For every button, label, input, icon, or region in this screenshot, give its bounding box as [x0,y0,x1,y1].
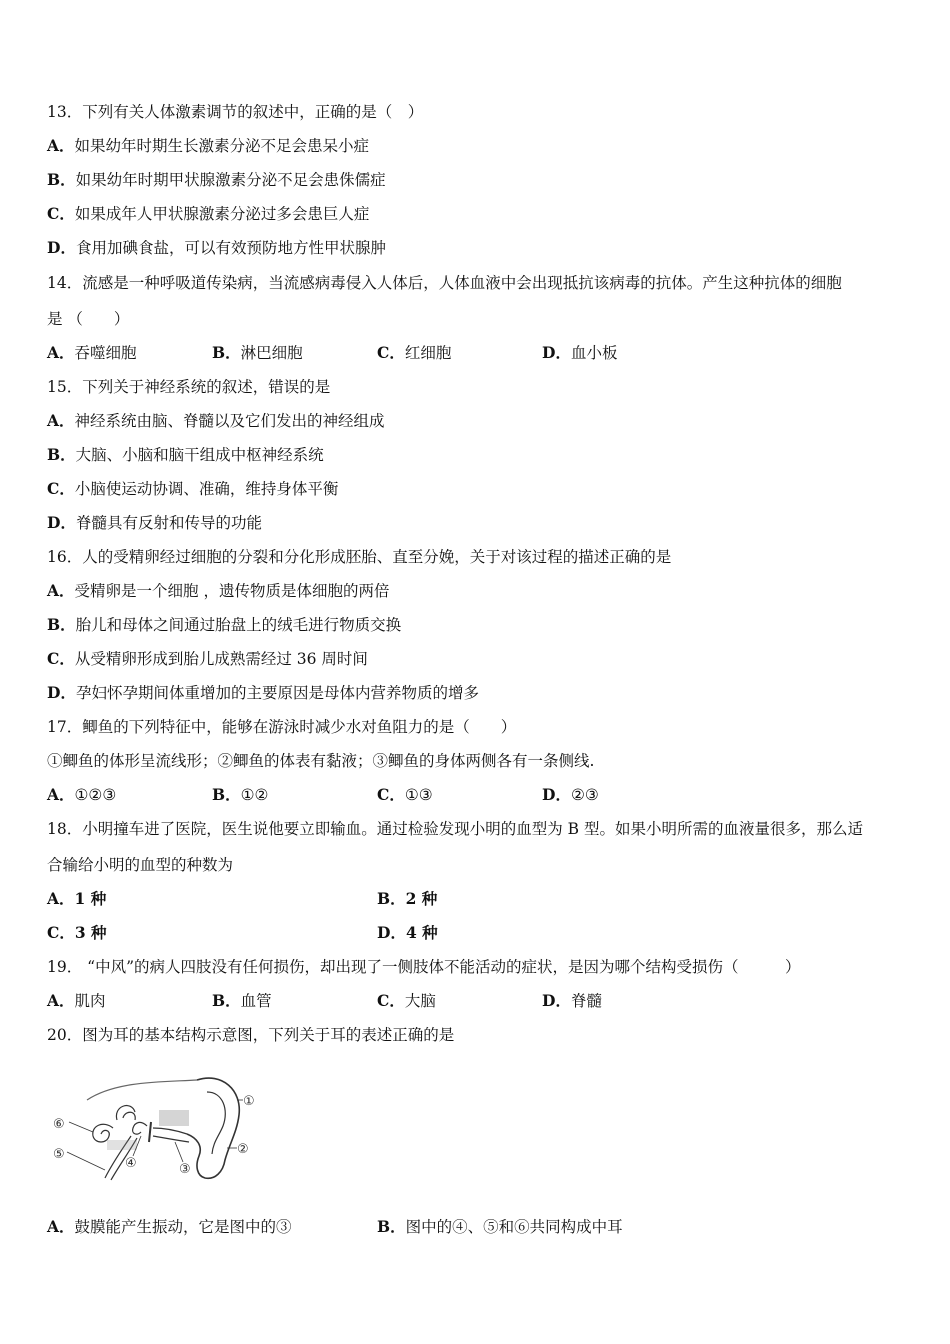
option-label: C． [377,785,405,804]
option-text: ②③ [570,786,599,804]
option-text: 血小板 [570,344,618,362]
option-label: D． [542,343,571,362]
question-16-option-c[interactable] [47,649,368,669]
option-text: 受精卵是一个细胞 ，遗传物质是体细胞的两倍 [74,582,390,600]
label-line-6 [69,1122,93,1132]
option-text: 4 种 [405,923,438,942]
question-text: 人的受精卵经过细胞的分裂和分化形成胚胎、直至分娩，关于对该过程的描述正确的是 [82,548,672,566]
question-17-option-d[interactable] [542,785,599,805]
option-text: 如果幼年时期生长激素分泌不足会患呆小症 [74,137,370,155]
option-text: 吞噬细胞 [74,344,137,362]
figure-label-1: ① [243,1094,255,1109]
label-line-3 [175,1142,183,1162]
option-label: D． [542,785,571,804]
option-text: 淋巴细胞 [240,344,303,362]
question-17-stem-continued: ①鲫鱼的体形呈流线形；②鲫鱼的体表有黏液；③鲫鱼的身体两侧各有一条侧线. [47,752,595,770]
ossicles [133,1122,147,1134]
question-number: 15． [47,378,83,396]
option-text: 脊髓 [570,992,602,1010]
option-text: 大脑 [404,992,436,1010]
option-label: B． [47,445,76,464]
figure-label-5: ⑤ [53,1147,65,1162]
option-label: A． [47,581,75,600]
option-label: B． [377,889,406,908]
option-text: 1 种 [74,889,107,908]
question-14-stem [47,273,842,293]
question-15-option-c[interactable] [47,479,338,499]
question-15-stem [47,377,330,397]
figure-label-6: ⑥ [53,1117,65,1132]
option-text: ①③ [404,786,433,804]
question-text: 图为耳的基本结构示意图，下列关于耳的表述正确的是 [82,1026,455,1044]
option-text: 如果幼年时期甲状腺激素分泌不足会患侏儒症 [75,171,386,189]
option-text: 3 种 [74,923,107,942]
question-13-option-d[interactable] [47,238,386,258]
label-line-5 [67,1152,105,1170]
auricle-inner-fold [207,1092,225,1154]
option-label: C． [47,479,75,498]
semicircular-canals [116,1106,135,1120]
question-text: 下列有关人体激素调节的叙述中，正确的是（ ） [82,103,424,121]
question-20-option-b[interactable] [377,1217,623,1237]
question-14-option-b[interactable] [212,343,303,363]
question-13-option-c[interactable] [47,204,369,224]
figure-label-3: ③ [179,1162,191,1177]
question-text: “中风”的病人四肢没有任何损伤，却出现了一侧肢体不能活动的症状，是因为哪个结构受损伤（ ） [82,958,801,976]
question-17-option-b[interactable] [212,785,268,805]
option-text: 从受精卵形成到胎儿成熟需经过 36 周时间 [74,650,368,668]
option-label: B． [47,615,76,634]
question-18-option-b[interactable] [377,889,437,909]
option-label: B． [377,1217,406,1236]
question-14-option-c[interactable] [377,343,451,363]
skull-outline [87,1080,197,1100]
option-text: 2 种 [405,889,438,908]
option-text: 肌肉 [74,992,106,1010]
option-label: A． [47,889,75,908]
option-label: C． [377,343,405,362]
option-label: C． [47,649,75,668]
question-number: 13． [47,103,83,121]
eardrum [149,1122,151,1142]
option-text: 孕妇怀孕期间体重增加的主要原因是母体内营养物质的增多 [75,684,479,702]
option-label: A． [47,343,75,362]
option-label: D． [542,991,571,1010]
question-number: 17． [47,718,83,736]
question-15-option-b[interactable] [47,445,324,465]
option-text: 胎儿和母体之间通过胎盘上的绒毛进行物质交换 [75,616,402,634]
question-19-stem [47,957,801,977]
question-18-option-d[interactable] [377,923,438,943]
option-text: 脊髓具有反射和传导的功能 [75,514,262,532]
question-14-option-a[interactable] [47,343,137,363]
question-16-option-d[interactable] [47,683,479,703]
option-label: D． [377,923,406,942]
ear-structure-diagram [47,1070,262,1188]
cochlea [93,1124,113,1142]
option-text: 食用加碘食盐，可以有效预防地方性甲状腺肿 [75,239,386,257]
option-label: C． [47,204,75,223]
option-label: B． [212,991,241,1010]
question-number: 20． [47,1026,83,1044]
question-number: 16． [47,548,83,566]
option-text: 红细胞 [404,344,452,362]
option-text: 鼓膜能产生振动，它是图中的③ [74,1218,292,1236]
option-label: C． [377,991,405,1010]
question-18-option-a[interactable] [47,889,106,909]
option-label: B． [47,170,76,189]
option-label: D． [47,683,76,702]
option-label: B． [212,343,241,362]
figure-label-4: ④ [125,1156,137,1171]
option-label: C． [47,923,75,942]
question-17-option-c[interactable] [377,785,433,805]
option-text: 血管 [240,992,272,1010]
question-16-stem [47,547,671,567]
question-15-option-d[interactable] [47,513,262,533]
question-13-option-b[interactable] [47,170,386,190]
option-label: D． [47,513,76,532]
question-19-option-a[interactable] [47,991,106,1011]
question-19-option-b[interactable] [212,991,272,1011]
question-text: 流感是一种呼吸道传染病，当流感病毒侵入人体后，人体血液中会出现抵抗该病毒的抗体。产生这种抗体的细胞 [82,274,842,292]
question-number: 18． [47,820,83,838]
option-text: ①②③ [74,786,117,804]
question-17-stem [47,717,516,737]
option-label: A． [47,411,75,430]
question-16-option-a[interactable] [47,581,389,601]
option-text: 大脑、小脑和脑干组成中枢神经系统 [75,446,324,464]
question-16-option-b[interactable] [47,615,401,635]
question-number: 19． [47,958,83,976]
question-20-option-a[interactable] [47,1217,292,1237]
question-17-option-a[interactable] [47,785,116,805]
question-18-stem [47,819,863,839]
option-label: B． [212,785,241,804]
question-number: 14． [47,274,83,292]
figure-label-2: ② [237,1142,249,1157]
question-14-stem-continued: 是 （ ） [47,310,130,328]
question-19-option-d[interactable] [542,991,602,1011]
option-label: A． [47,136,75,155]
question-text: 鲫鱼的下列特征中，能够在游泳时减少水对鱼阻力的是（ ） [82,718,517,736]
option-label: A． [47,785,75,804]
question-15-option-a[interactable] [47,411,385,431]
question-14-option-d[interactable] [542,343,617,363]
question-18-option-c[interactable] [47,923,107,943]
option-text: 如果成年人甲状腺激素分泌过多会患巨人症 [74,205,370,223]
ear-canal [153,1128,189,1142]
bone-shading [159,1110,189,1126]
question-13-option-a[interactable] [47,136,369,156]
tissue-shading [107,1140,137,1150]
question-13-stem [47,102,423,122]
option-label: D． [47,238,76,257]
option-label: A． [47,1217,75,1236]
option-label: A． [47,991,75,1010]
option-text: 图中的④、⑤和⑥共同构成中耳 [405,1218,623,1236]
option-text: 神经系统由脑、脊髓以及它们发出的神经组成 [74,412,385,430]
question-20-stem [47,1025,454,1045]
question-19-option-c[interactable] [377,991,436,1011]
question-text: 下列关于神经系统的叙述，错误的是 [82,378,331,396]
question-text: 小明撞车进了医院，医生说他要立即输血。通过检验发现小明的血型为 B 型。如果小明所需的血液量很多，那么适 [82,820,863,838]
option-text: 小脑使运动协调、准确，维持身体平衡 [74,480,339,498]
question-18-stem-continued: 合输给小明的血型的种数为 [47,856,234,874]
option-text: ①② [240,786,269,804]
